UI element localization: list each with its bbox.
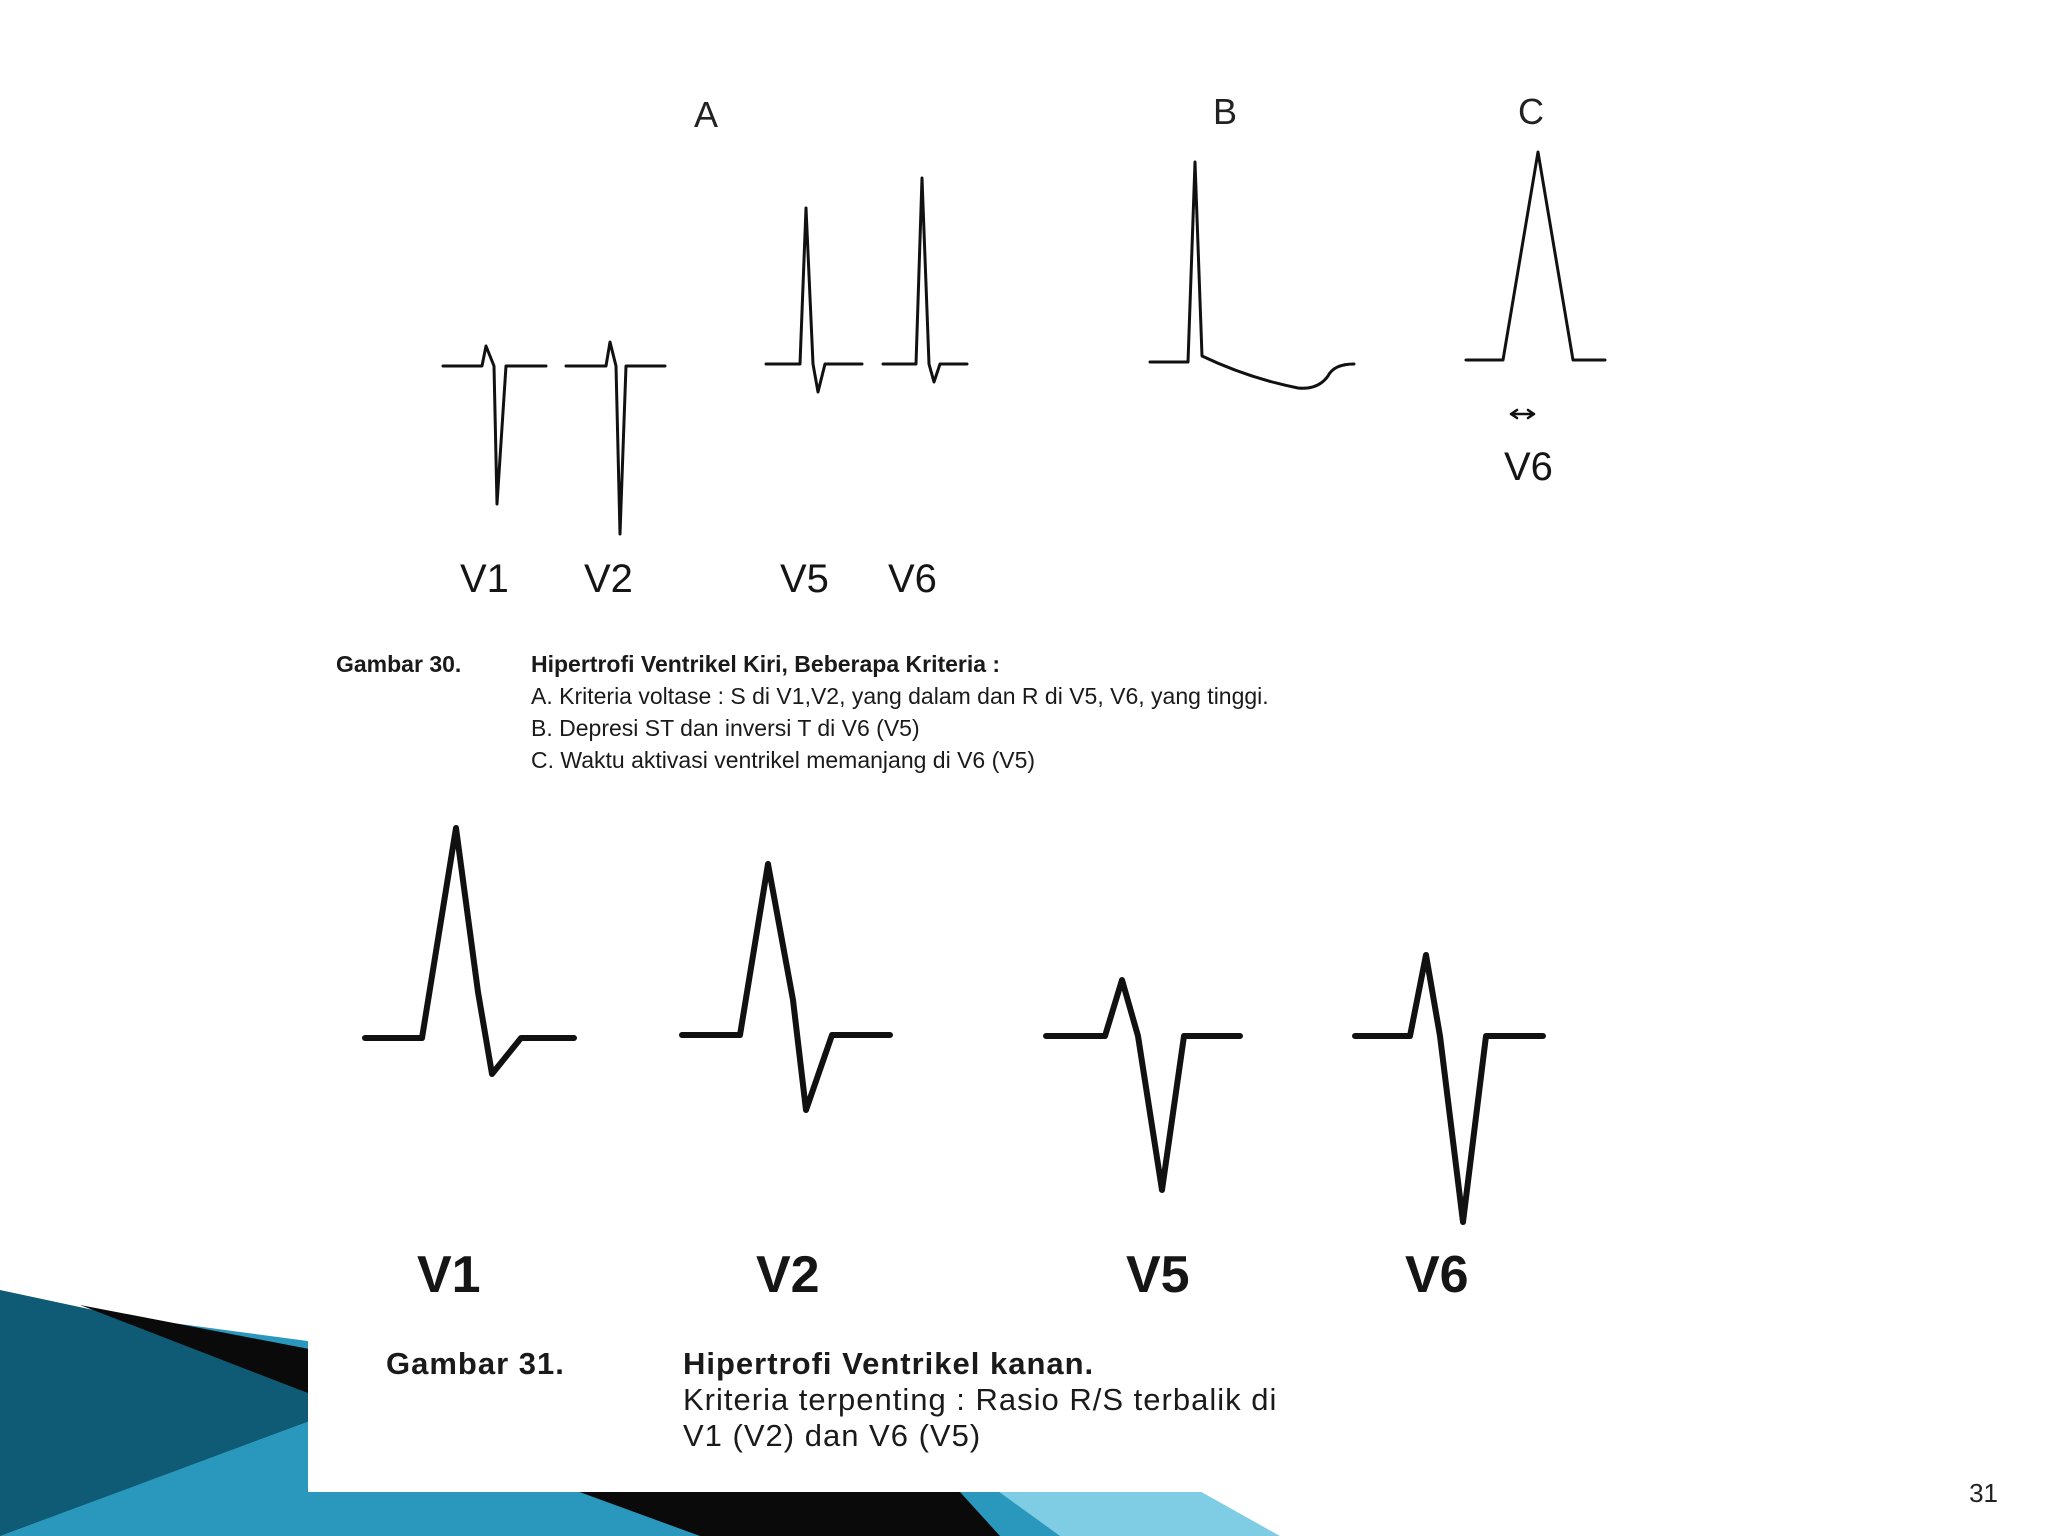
fig30-v5-trace xyxy=(766,208,862,392)
figure-30-criterion-a: A. Kriteria voltase : S di V1,V2, yang dalam dan R di V5, V6, yang tinggi. xyxy=(531,683,1269,709)
fig31-v1-trace xyxy=(365,828,574,1074)
figure-31-caption xyxy=(386,1346,1686,1454)
fig30-panel-c-trace xyxy=(1466,152,1605,360)
fig31-label-v5: V5 xyxy=(1126,1246,1190,1304)
activation-time-arrow-icon xyxy=(1511,410,1534,418)
panel-letter-c: C xyxy=(1518,91,1544,132)
figure-30-criterion-c: C. Waktu aktivasi ventrikel memanjang di V6 (V5) xyxy=(531,747,1036,773)
fig30-label-v5: V5 xyxy=(780,557,829,601)
fig31-v2-trace xyxy=(682,864,890,1110)
figure-31-title: Hipertrofi Ventrikel kanan. xyxy=(683,1346,1095,1381)
fig30-v2-trace xyxy=(566,342,665,534)
figure-31-criterion-line-1: Kriteria terpenting : Rasio R/S terbalik di xyxy=(683,1382,1278,1417)
fig30-panel-b-trace xyxy=(1150,162,1354,388)
fig30-label-v2: V2 xyxy=(584,557,633,601)
panel-letter-b: B xyxy=(1213,91,1238,132)
fig31-v5-trace xyxy=(1046,980,1240,1190)
figure-30-criterion-b: B. Depresi ST dan inversi T di V6 (V5) xyxy=(531,715,920,741)
figure-30-title: Hipertrofi Ventrikel Kiri, Beberapa Kriteria : xyxy=(531,651,1001,677)
fig31-label-v1: V1 xyxy=(417,1246,481,1304)
fig30-v6-trace xyxy=(883,178,967,382)
ecg-figure-panel xyxy=(308,40,1688,1492)
fig31-v6-trace xyxy=(1355,955,1543,1222)
fig30-label-v6: V6 xyxy=(888,557,937,601)
fig31-label-v6: V6 xyxy=(1405,1246,1469,1304)
figure-30-number: Gambar 30. xyxy=(336,651,462,677)
slide-page-number: 31 xyxy=(1969,1478,1998,1508)
fig30-panel-c-label: V6 xyxy=(1504,445,1553,489)
fig30-label-v1: V1 xyxy=(460,557,509,601)
figure-31-criterion-line-2: V1 (V2) dan V6 (V5) xyxy=(683,1418,982,1453)
figure-30-caption xyxy=(336,648,1636,776)
figure-31-number: Gambar 31. xyxy=(386,1346,565,1381)
fig30-v1-trace xyxy=(443,346,546,504)
panel-letter-a: A xyxy=(694,94,719,135)
fig31-label-v2: V2 xyxy=(756,1246,820,1304)
